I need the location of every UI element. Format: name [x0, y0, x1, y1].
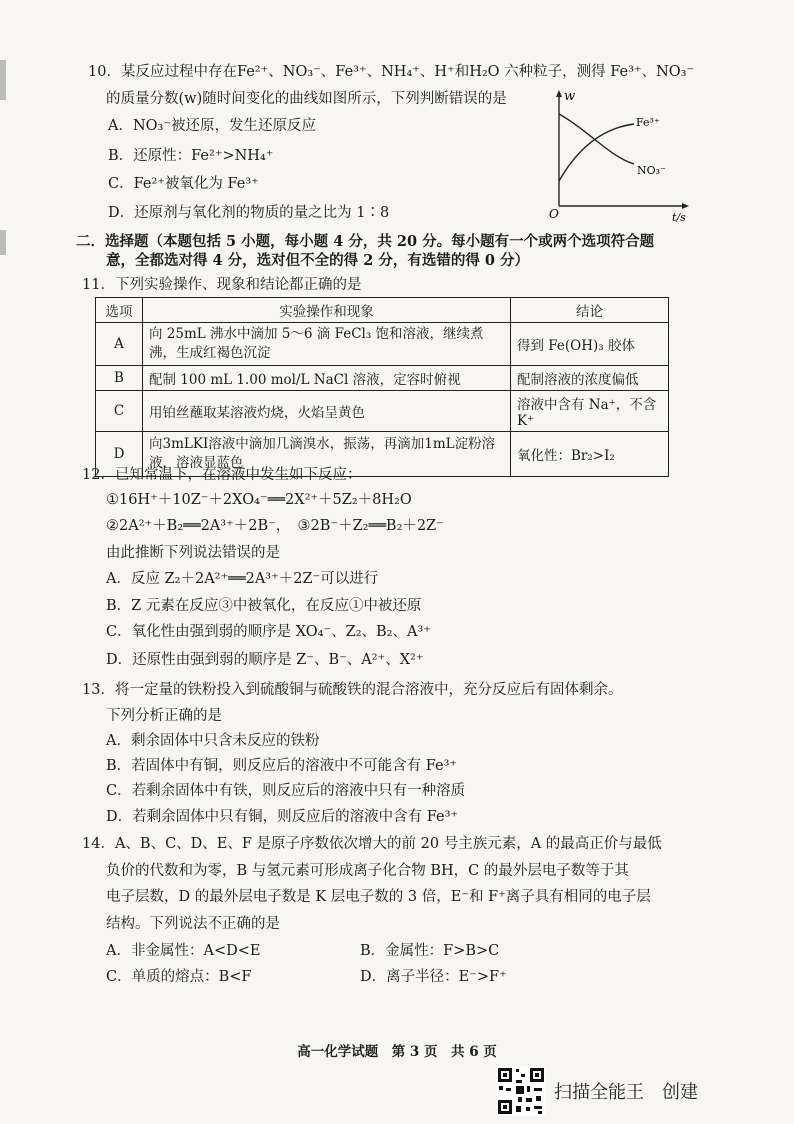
q14-stem-line1: 14．A、B、C、D、E、F 是原子序数依次增大的前 20 号主族元素，A 的最高正价与最低: [82, 836, 662, 852]
q14-stem-line4: 结构。下列说法不正确的是: [106, 916, 280, 932]
q14-option-d: D．离子半径：E⁻>F⁺: [360, 969, 507, 985]
table-cell-option: B: [96, 366, 143, 391]
qr-code-icon: [496, 1066, 546, 1116]
q10-option-d: D．还原剂与氧化剂的物质的量之比为 1∶8: [108, 205, 390, 221]
q13-question: 下列分析正确的是: [106, 708, 222, 724]
q10-stem-line1: 10．某反应过程中存在Fe²⁺、NO₃⁻、Fe³⁺、NH₄⁺、H⁺和H₂O 六种粒子，测得 Fe³⁺、NO₃⁻: [88, 64, 695, 80]
table-row: [96, 366, 669, 391]
q14-option-b: B．金属性：F>B>C: [360, 943, 500, 959]
table-header-row: [96, 298, 669, 323]
graph-x-arrow: [682, 203, 689, 209]
q10-option-a: A．NO₃⁻被还原，发生还原反应: [108, 118, 317, 134]
q13-stem: 13．将一定量的铁粉投入到硫酸铜与硫酸铁的混合溶液中，充分反应后有固体剩余。: [82, 682, 623, 698]
table-row: [96, 323, 669, 366]
q13-option-a: A．剩余固体中只含未反应的铁粉: [106, 733, 320, 749]
q12-option-a: A．反应 Z₂＋2A²⁺══2A³⁺＋2Z⁻可以进行: [106, 571, 379, 587]
q12-reaction-2-3: ②2A²⁺＋B₂══2A³⁺＋2B⁻， ③2B⁻＋Z₂══B₂＋2Z⁻: [106, 518, 444, 534]
table-cell-option: A: [96, 323, 143, 366]
table-cell-operation: 向 25mL 沸水中滴加 5～6 滴 FeCl₃ 饱和溶液，继续煮沸，生成红褐色沉淀: [143, 323, 511, 366]
graph-y-label: w: [564, 89, 576, 104]
table-header: 结论: [511, 298, 669, 323]
q14-stem-line3: 电子层数，D 的最外层电子数是 K 层电子数的 3 倍，E⁻和 F⁺离子具有相同的电子层: [106, 889, 651, 905]
table-cell-conclusion: 配制溶液的浓度偏低: [511, 366, 669, 391]
scan-edge-mark: [0, 60, 6, 100]
table-cell-conclusion: 得到 Fe(OH)₃ 胶体: [511, 323, 669, 366]
table-cell-conclusion: 氧化性：Br₂>I₂: [511, 432, 669, 477]
q11-stem: 11．下列实验操作、现象和结论都正确的是: [82, 277, 362, 293]
table-row: [96, 391, 669, 432]
q14-option-c: C．单质的熔点：B<F: [106, 969, 252, 985]
table-cell-option: D: [96, 432, 143, 477]
q14-option-a: A．非金属性：A<D<E: [106, 943, 261, 959]
q14-stem-line2: 负价的代数和为零，B 与氢元素可形成离子化合物 BH，C 的最外层电子数等于其: [106, 863, 629, 879]
table-cell-operation: 向3mLKI溶液中滴加几滴溴水，振荡，再滴加1mL淀粉溶液，溶液显蓝色: [143, 432, 511, 477]
table-cell-operation: 用铂丝蘸取某溶液灼烧，火焰呈黄色: [143, 391, 511, 432]
q13-option-c: C．若剩余固体中有铁，则反应后的溶液中只有一种溶质: [106, 783, 466, 799]
page-footer: 高一化学试题 第 3 页 共 6 页: [297, 1044, 497, 1060]
q12-reaction-1: ①16H⁺＋10Z⁻＋2XO₄⁻══2X²⁺＋5Z₂＋8H₂O: [106, 492, 412, 508]
curve-fe3-label: Fe³⁺: [636, 116, 660, 129]
table-cell-operation: 配制 100 mL 1.00 mol/L NaCl 溶液，定容时俯视: [143, 366, 511, 391]
q12-option-b: B．Z 元素在反应③中被氧化，在反应①中被还原: [106, 598, 422, 614]
q11-table: [95, 297, 669, 477]
graph-x-label: t/s: [672, 211, 686, 222]
table-cell-option: C: [96, 391, 143, 432]
table-header: 选项: [96, 298, 143, 323]
q12-option-c: C．氧化性由强到弱的顺序是 XO₄⁻、Z₂、B₂、A³⁺: [106, 624, 431, 640]
table-cell-conclusion: 溶液中含有 Na⁺，不含 K⁺: [511, 391, 669, 432]
graph-y-arrow: [556, 90, 562, 97]
q12-question: 由此推断下列说法错误的是: [106, 545, 280, 561]
q10-graph: [544, 86, 694, 222]
q10-option-c: C．Fe²⁺被氧化为 Fe³⁺: [108, 176, 259, 192]
scanner-watermark: 扫描全能王 创建: [554, 1082, 698, 1103]
curve-no3-label: NO₃⁻: [637, 164, 666, 177]
q10-stem-line2: 的质量分数(w)随时间变化的曲线如图所示，下列判断错误的是: [106, 91, 507, 107]
q12-stem: 12．已知常温下，在溶液中发生如下反应：: [82, 467, 362, 483]
q12-option-d: D．还原性由强到弱的顺序是 Z⁻、B⁻、A²⁺、X²⁺: [106, 652, 424, 668]
q13-option-d: D．若剩余固体中只有铜，则反应后的溶液中含有 Fe³⁺: [106, 809, 459, 825]
q13-option-b: B．若固体中有铜，则反应后的溶液中不可能含有 Fe³⁺: [106, 758, 458, 774]
section2-heading-line2: 意，全都选对得 4 分，选对但不全的得 2 分，有选错的得 0 分）: [106, 252, 530, 269]
scan-edge-mark: [0, 230, 6, 255]
curve-fe3: [559, 124, 634, 181]
graph-origin: O: [549, 207, 559, 221]
table-header: 实验操作和现象: [143, 298, 511, 323]
q10-option-b: B．还原性：Fe²⁺>NH₄⁺: [108, 148, 274, 164]
section2-heading-line1: 二．选择题（本题包括 5 小题，每小题 4 分，共 20 分。每小题有一个或两个选项符合题: [76, 233, 655, 250]
